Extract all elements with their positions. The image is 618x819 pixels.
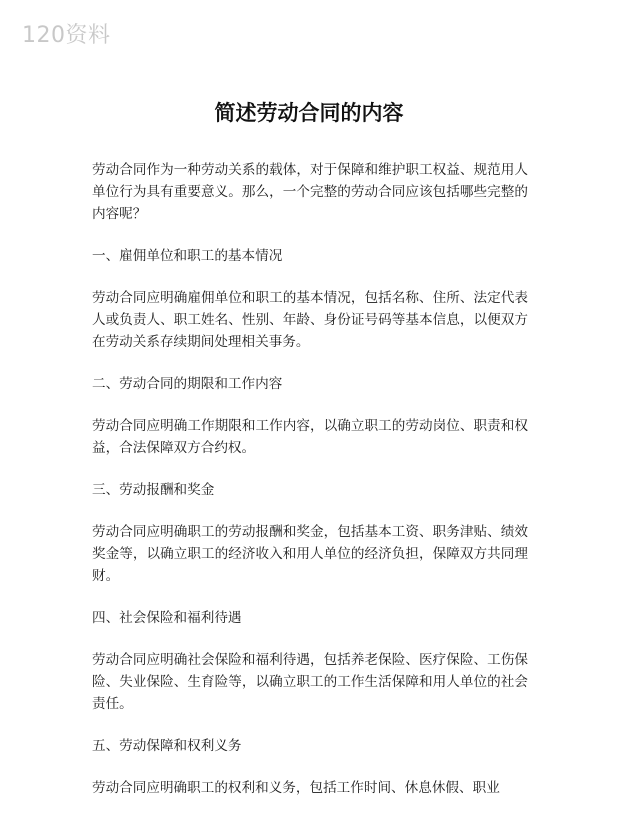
section-body-2: 劳动合同应明确工作期限和工作内容，以确立职工的劳动岗位、职责和权益，合法保障双方合约权。 bbox=[92, 418, 528, 456]
section-heading-5: 五、劳动保障和权利义务 bbox=[92, 738, 242, 754]
section-body-3: 劳动合同应明确职工的劳动报酬和奖金，包括基本工资、职务津贴、绩效奖金等，以确立职工的经济收入和用人单位的经济负担，保障双方共同理财。 bbox=[92, 524, 528, 584]
section-body-1: 劳动合同应明确雇佣单位和职工的基本情况，包括名称、住所、法定代表人或负责人、职工姓名、性别、年龄、身份证号码等基本信息，以便双方在劳动关系存续期间处理相关事务。 bbox=[92, 290, 528, 350]
watermark-logo: 120资料 bbox=[22, 23, 111, 48]
section-body-4: 劳动合同应明确社会保险和福利待遇，包括养老保险、医疗保险、工伤保险、失业保险、生育险等，以确立职工的工作生活保障和用人单位的社会责任。 bbox=[92, 652, 528, 712]
document-title: 简述劳动合同的内容 bbox=[214, 101, 404, 125]
document-body bbox=[92, 159, 528, 819]
intro-paragraph: 劳动合同作为一种劳动关系的载体，对于保障和维护职工权益、规范用人单位行为具有重要意义。那么，一个完整的劳动合同应该包括哪些完整的内容呢？ bbox=[92, 162, 528, 222]
section-heading-1: 一、雇佣单位和职工的基本情况 bbox=[92, 248, 283, 264]
section-heading-2: 二、劳动合同的期限和工作内容 bbox=[92, 376, 283, 392]
section-heading-3: 三、劳动报酬和奖金 bbox=[92, 482, 215, 498]
section-body-5: 劳动合同应明确职工的权利和义务，包括工作时间、休息休假、职业 bbox=[92, 780, 500, 796]
section-heading-4: 四、社会保险和福利待遇 bbox=[92, 610, 242, 626]
